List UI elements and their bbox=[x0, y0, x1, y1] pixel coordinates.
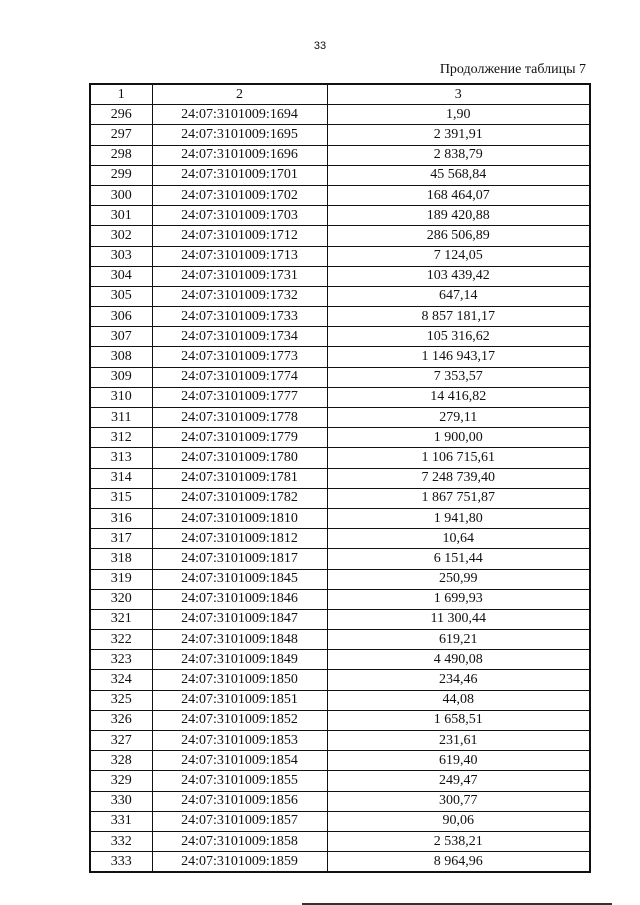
table-row bbox=[90, 650, 590, 670]
value-cell: 619,21 bbox=[327, 630, 590, 650]
table-row bbox=[90, 367, 590, 387]
table-row bbox=[90, 670, 590, 690]
row-number-cell: 324 bbox=[90, 670, 152, 690]
value-cell: 2 538,21 bbox=[327, 831, 590, 851]
cadastral-number-cell: 24:07:3101009:1694 bbox=[152, 105, 327, 125]
cadastral-number-cell: 24:07:3101009:1849 bbox=[152, 650, 327, 670]
row-number-cell: 329 bbox=[90, 771, 152, 791]
value-cell: 1,90 bbox=[327, 105, 590, 125]
table-row bbox=[90, 185, 590, 205]
value-cell: 1 146 943,17 bbox=[327, 347, 590, 367]
value-cell: 619,40 bbox=[327, 751, 590, 771]
cadastral-number-cell: 24:07:3101009:1701 bbox=[152, 165, 327, 185]
value-cell: 1 106 715,61 bbox=[327, 448, 590, 468]
table-row bbox=[90, 246, 590, 266]
table-continuation-label: Продолжение таблицы 7 bbox=[439, 62, 586, 77]
table-row bbox=[90, 791, 590, 811]
row-number-cell: 315 bbox=[90, 488, 152, 508]
value-cell: 300,77 bbox=[327, 791, 590, 811]
table-row bbox=[90, 852, 590, 873]
table-row bbox=[90, 206, 590, 226]
value-cell: 11 300,44 bbox=[327, 609, 590, 629]
cadastral-number-cell: 24:07:3101009:1695 bbox=[152, 125, 327, 145]
table-row bbox=[90, 529, 590, 549]
value-cell: 8 857 181,17 bbox=[327, 307, 590, 327]
cadastral-number-cell: 24:07:3101009:1848 bbox=[152, 630, 327, 650]
table-row bbox=[90, 266, 590, 286]
row-number-cell: 304 bbox=[90, 266, 152, 286]
row-number-cell: 317 bbox=[90, 529, 152, 549]
row-number-cell: 309 bbox=[90, 367, 152, 387]
table-row bbox=[90, 549, 590, 569]
table-row bbox=[90, 226, 590, 246]
row-number-cell: 333 bbox=[90, 852, 152, 873]
table-row bbox=[90, 731, 590, 751]
row-number-cell: 322 bbox=[90, 630, 152, 650]
cadastral-number-cell: 24:07:3101009:1712 bbox=[152, 226, 327, 246]
table-row bbox=[90, 630, 590, 650]
cadastral-number-cell: 24:07:3101009:1817 bbox=[152, 549, 327, 569]
cadastral-number-cell: 24:07:3101009:1857 bbox=[152, 811, 327, 831]
row-number-cell: 299 bbox=[90, 165, 152, 185]
row-number-cell: 298 bbox=[90, 145, 152, 165]
value-cell: 14 416,82 bbox=[327, 387, 590, 407]
row-number-cell: 316 bbox=[90, 508, 152, 528]
table-row bbox=[90, 589, 590, 609]
table-body bbox=[90, 105, 590, 873]
table-header-row bbox=[90, 84, 590, 105]
table-row bbox=[90, 105, 590, 125]
row-number-cell: 321 bbox=[90, 609, 152, 629]
table-row bbox=[90, 286, 590, 306]
value-cell: 105 316,62 bbox=[327, 327, 590, 347]
value-cell: 7 353,57 bbox=[327, 367, 590, 387]
row-number-cell: 301 bbox=[90, 206, 152, 226]
cadastral-number-cell: 24:07:3101009:1845 bbox=[152, 569, 327, 589]
row-number-cell: 307 bbox=[90, 327, 152, 347]
row-number-cell: 326 bbox=[90, 710, 152, 730]
value-cell: 4 490,08 bbox=[327, 650, 590, 670]
cadastral-number-cell: 24:07:3101009:1780 bbox=[152, 448, 327, 468]
row-number-cell: 310 bbox=[90, 387, 152, 407]
column-header: 3 bbox=[327, 84, 590, 105]
table-row bbox=[90, 690, 590, 710]
table-row bbox=[90, 125, 590, 145]
table-row bbox=[90, 448, 590, 468]
cadastral-number-cell: 24:07:3101009:1853 bbox=[152, 731, 327, 751]
value-cell: 1 941,80 bbox=[327, 508, 590, 528]
cadastral-number-cell: 24:07:3101009:1702 bbox=[152, 185, 327, 205]
row-number-cell: 300 bbox=[90, 185, 152, 205]
row-number-cell: 308 bbox=[90, 347, 152, 367]
value-cell: 1 867 751,87 bbox=[327, 488, 590, 508]
value-cell: 168 464,07 bbox=[327, 185, 590, 205]
value-cell: 103 439,42 bbox=[327, 266, 590, 286]
row-number-cell: 311 bbox=[90, 408, 152, 428]
row-number-cell: 296 bbox=[90, 105, 152, 125]
row-number-cell: 303 bbox=[90, 246, 152, 266]
table-row bbox=[90, 710, 590, 730]
cadastral-number-cell: 24:07:3101009:1852 bbox=[152, 710, 327, 730]
row-number-cell: 318 bbox=[90, 549, 152, 569]
row-number-cell: 305 bbox=[90, 286, 152, 306]
value-cell: 2 391,91 bbox=[327, 125, 590, 145]
cadastral-number-cell: 24:07:3101009:1781 bbox=[152, 468, 327, 488]
table-row bbox=[90, 771, 590, 791]
value-cell: 2 838,79 bbox=[327, 145, 590, 165]
table-row bbox=[90, 468, 590, 488]
value-cell: 286 506,89 bbox=[327, 226, 590, 246]
cadastral-number-cell: 24:07:3101009:1734 bbox=[152, 327, 327, 347]
cadastral-number-cell: 24:07:3101009:1856 bbox=[152, 791, 327, 811]
cadastral-number-cell: 24:07:3101009:1731 bbox=[152, 266, 327, 286]
value-cell: 44,08 bbox=[327, 690, 590, 710]
row-number-cell: 332 bbox=[90, 831, 152, 851]
cadastral-number-cell: 24:07:3101009:1855 bbox=[152, 771, 327, 791]
table-row bbox=[90, 387, 590, 407]
cadastral-number-cell: 24:07:3101009:1773 bbox=[152, 347, 327, 367]
table-row bbox=[90, 307, 590, 327]
cadastral-number-cell: 24:07:3101009:1703 bbox=[152, 206, 327, 226]
value-cell: 250,99 bbox=[327, 569, 590, 589]
value-cell: 7 248 739,40 bbox=[327, 468, 590, 488]
row-number-cell: 320 bbox=[90, 589, 152, 609]
value-cell: 90,06 bbox=[327, 811, 590, 831]
table-row bbox=[90, 408, 590, 428]
value-cell: 249,47 bbox=[327, 771, 590, 791]
table-row bbox=[90, 508, 590, 528]
value-cell: 1 658,51 bbox=[327, 710, 590, 730]
value-cell: 189 420,88 bbox=[327, 206, 590, 226]
table-row bbox=[90, 811, 590, 831]
table-row bbox=[90, 488, 590, 508]
row-number-cell: 325 bbox=[90, 690, 152, 710]
cadastral-number-cell: 24:07:3101009:1779 bbox=[152, 428, 327, 448]
row-number-cell: 312 bbox=[90, 428, 152, 448]
cadastral-number-cell: 24:07:3101009:1713 bbox=[152, 246, 327, 266]
cadastral-number-cell: 24:07:3101009:1810 bbox=[152, 508, 327, 528]
cadastral-number-cell: 24:07:3101009:1777 bbox=[152, 387, 327, 407]
row-number-cell: 314 bbox=[90, 468, 152, 488]
value-cell: 8 964,96 bbox=[327, 852, 590, 873]
value-cell: 279,11 bbox=[327, 408, 590, 428]
table-row bbox=[90, 751, 590, 771]
value-cell: 1 900,00 bbox=[327, 428, 590, 448]
value-cell: 647,14 bbox=[327, 286, 590, 306]
data-table bbox=[89, 83, 591, 873]
table-row bbox=[90, 327, 590, 347]
cadastral-number-cell: 24:07:3101009:1846 bbox=[152, 589, 327, 609]
cadastral-number-cell: 24:07:3101009:1778 bbox=[152, 408, 327, 428]
table-row bbox=[90, 831, 590, 851]
row-number-cell: 328 bbox=[90, 751, 152, 771]
row-number-cell: 323 bbox=[90, 650, 152, 670]
cadastral-number-cell: 24:07:3101009:1782 bbox=[152, 488, 327, 508]
row-number-cell: 319 bbox=[90, 569, 152, 589]
table-row bbox=[90, 609, 590, 629]
cadastral-number-cell: 24:07:3101009:1732 bbox=[152, 286, 327, 306]
value-cell: 234,46 bbox=[327, 670, 590, 690]
cadastral-number-cell: 24:07:3101009:1812 bbox=[152, 529, 327, 549]
cadastral-number-cell: 24:07:3101009:1851 bbox=[152, 690, 327, 710]
row-number-cell: 331 bbox=[90, 811, 152, 831]
table-row bbox=[90, 347, 590, 367]
table-row bbox=[90, 428, 590, 448]
value-cell: 231,61 bbox=[327, 731, 590, 751]
row-number-cell: 302 bbox=[90, 226, 152, 246]
row-number-cell: 306 bbox=[90, 307, 152, 327]
value-cell: 6 151,44 bbox=[327, 549, 590, 569]
page-number: 33 bbox=[313, 40, 327, 52]
table-row bbox=[90, 145, 590, 165]
row-number-cell: 327 bbox=[90, 731, 152, 751]
value-cell: 45 568,84 bbox=[327, 165, 590, 185]
cadastral-number-cell: 24:07:3101009:1859 bbox=[152, 852, 327, 873]
table-row bbox=[90, 569, 590, 589]
cadastral-number-cell: 24:07:3101009:1854 bbox=[152, 751, 327, 771]
column-header: 2 bbox=[152, 84, 327, 105]
value-cell: 7 124,05 bbox=[327, 246, 590, 266]
column-header: 1 bbox=[90, 84, 152, 105]
cadastral-number-cell: 24:07:3101009:1696 bbox=[152, 145, 327, 165]
cadastral-number-cell: 24:07:3101009:1858 bbox=[152, 831, 327, 851]
value-cell: 1 699,93 bbox=[327, 589, 590, 609]
row-number-cell: 313 bbox=[90, 448, 152, 468]
table-row bbox=[90, 165, 590, 185]
cadastral-number-cell: 24:07:3101009:1850 bbox=[152, 670, 327, 690]
cadastral-number-cell: 24:07:3101009:1847 bbox=[152, 609, 327, 629]
row-number-cell: 330 bbox=[90, 791, 152, 811]
cadastral-number-cell: 24:07:3101009:1774 bbox=[152, 367, 327, 387]
row-number-cell: 297 bbox=[90, 125, 152, 145]
value-cell: 10,64 bbox=[327, 529, 590, 549]
cadastral-number-cell: 24:07:3101009:1733 bbox=[152, 307, 327, 327]
